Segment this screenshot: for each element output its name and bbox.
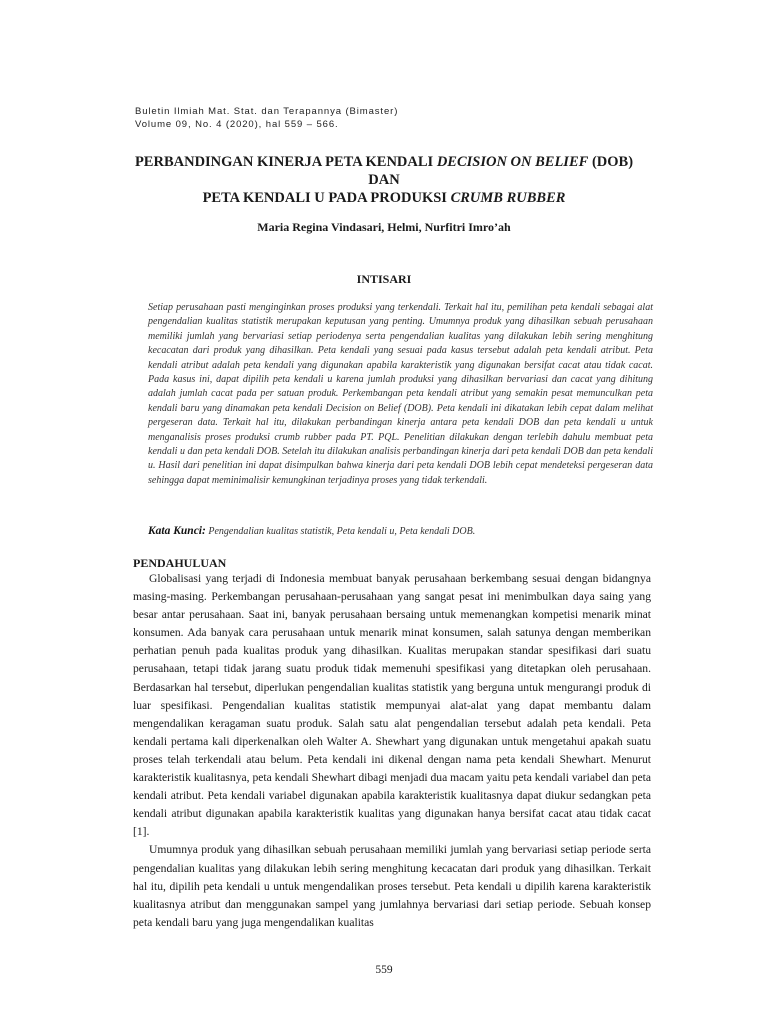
journal-name: Buletin Ilmiah Mat. Stat. dan Terapannya (Bimaster) (135, 106, 399, 117)
title-line-1 (130, 153, 638, 189)
keywords-text: Pengendalian kualitas statistik, Peta kendali u, Peta kendali DOB. (205, 526, 476, 537)
title-line-2 (130, 189, 638, 207)
title-text: PETA KENDALI U PADA PRODUKSI (202, 190, 451, 206)
introduction-body (133, 570, 651, 932)
journal-header (135, 105, 398, 131)
paragraph: Umumnya produk yang dihasilkan sebuah perusahaan memiliki jumlah yang bervariasi setiap periode serta pengendalian kualitas yang dilakukan lebih sering menghitung kecacatan dari produk yang dihasilkan. Terkait hal itu, dipilih peta kendali u untuk mengendalikan proses tersebut. Peta kendali u dipilih karena karakteristik kualitasnya atribut dan menggunakan sampel yang jumlahnya bervariasi dari setiap periode. Sebuah konsep peta kendali baru yang juga mengendalikan kualitas (133, 843, 651, 929)
title-italic-term: DECISION ON BELIEF (436, 154, 589, 170)
journal-volume: Volume 09, No. 4 (2020), hal 559 – 566. (135, 119, 339, 130)
title-italic-term: CRUMB RUBBER (450, 190, 566, 206)
paper-title (130, 153, 638, 207)
title-text: PERBANDINGAN KINERJA PETA KENDALI (134, 154, 437, 170)
paragraph: Globalisasi yang terjadi di Indonesia membuat banyak perusahaan berkembang sesuai dengan bidangnya masing-masing. Perkembangan perusahaan-perusahaan yang sangat pesat ini menimbulkan daya saing yang besar antar perusahaan. Saat ini, banyak perusahaan bersaing untuk memenangkan kompetisi menarik minat konsumen. Ada banyak cara perusahaan untuk menarik minat konsumen, salah satunya dengan memberikan perhatian penuh pada kualitas produk yang dihasilkan. Kualitas merupakan standar spesifikasi dari suatu perusahaan, tetapi tidak jarang suatu produk tidak memenuhi spesifikasi yang ditetapkan oleh perusahaan. Berdasarkan hal tersebut, diperlukan pengendalian kualitas statistik yang berguna untuk mengurangi produk di luar spesifikasi. Pengendalian kualitas statistik mempunyai alat-alat yang dapat membantu dalam mengendalikan keragaman suatu produk. Salah satu alat pengendalian tersebut adalah peta kendali. Peta kendali pertama kali diperkenalkan oleh Walter A. Shewhart yang digunakan untuk mengetahui apakah suatu proses telah terkendali atau belum. Peta kendali ini dikenal dengan nama peta kendali Shewhart. Menurut karakteristik kualitasnya, peta kendali Shewhart dibagi menjadi dua macam yaitu peta kendali variabel dan peta kendali atribut. Peta kendali variabel digunakan apabila karakteristik kualitasnya dapat diukur sedangkan peta kendali atribut digunakan apabila karakteristik kualitas yang digunakan hanya bersifat cacat atau tidak cacat [1]. (133, 572, 651, 839)
section-heading-introduction: PENDAHULUAN (133, 556, 227, 570)
abstract-body: Setiap perusahaan pasti menginginkan proses produksi yang terkendali. Terkait hal itu, pemilihan peta kendali sebagai alat pengendalian kualitas statistik merupakan keputusan yang penting. Umumnya produk yang dihasilkan sebuah perusahaan memiliki jumlah yang bervariasi setiap periodenya serta pengendalian kualitas yang dilakukan lebih sering menghitung kecacatan dari produk yang dihasilkan. Peta kendali yang sesuai pada kasus tersebut adalah peta kendali atribut. Peta kendali atribut adalah peta kendali yang digunakan apabila karakteristik yang digunakan bersifat cacat atau tidak cacat. Pada kasus ini, dapat dipilih peta kendali u karena jumlah produksi yang dihasilkan bervariasi dan cacat yang dihitung adalah jumlah cacat pada per satuan produk. Perkembangan peta kendali atribut yang semakin pesat memunculkan peta kendali baru yang dinamakan peta kendali Decision on Belief (DOB). Peta kendali ini dikatakan lebih cepat dalam melihat pergeseran data. Terkait hal itu, dilakukan perbandingan kinerja antara peta kendali DOB dan peta kendali u untuk menganalisis proses produksi crumb rubber pada PT. PQL. Penelitian dilakukan dengan terlebih dahulu membuat peta kendali u dan peta kendali DOB. Setelah itu dilakukan analisis perbandingan kinerja dari peta kendali DOB dan peta kendali u. Hasil dari penelitian ini dapat disimpulkan bahwa kinerja dari peta kendali DOB lebih cepat mendeteksi pergeseran data sehingga dapat meminimalisir kemungkinan terjadinya proses yang tidak terkendali. (148, 302, 653, 486)
page-number: 559 (375, 964, 393, 976)
abstract-heading: INTISARI (356, 272, 412, 286)
keywords (148, 525, 653, 537)
author-list: Maria Regina Vindasari, Helmi, Nurfitri Imro’ah (257, 220, 511, 234)
title-text: (DOB) DAN (368, 154, 634, 188)
keywords-label: Kata Kunci: (148, 525, 206, 537)
